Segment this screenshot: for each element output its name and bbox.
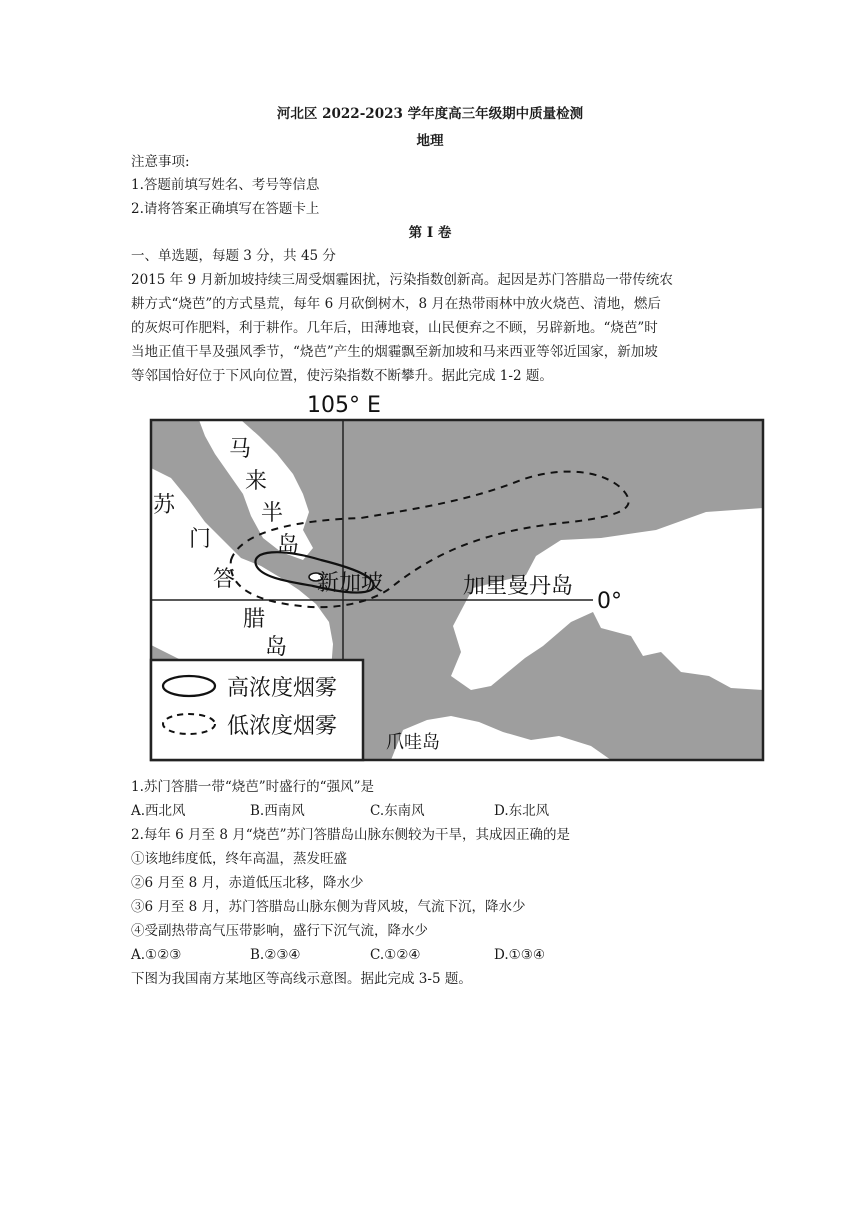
q1-option-a: A.西北风 (131, 803, 186, 819)
q2-option-c: C.①②④ (370, 947, 421, 963)
longitude-label: 105° E (307, 393, 381, 418)
malay-char: 来 (245, 469, 268, 494)
equator-label: 0° (597, 589, 622, 614)
question-2-stem: 2.每年 6 月至 8 月“烧芭”苏门答腊岛山脉东侧较为干旱，其成因正确的是 (131, 827, 571, 843)
notice-item: 2.请将答案正确填写在答题卡上 (131, 201, 320, 217)
q1-option-d: D.东北风 (494, 803, 550, 819)
exam-title: 河北区 2022-2023 学年度高三年级期中质量检测 (276, 106, 584, 122)
q2-statement: ②6 月至 8 月，赤道低压北移，降水少 (131, 875, 364, 891)
q2-statement: ①该地纬度低，终年高温，蒸发旺盛 (131, 851, 347, 867)
q1-option-b: B.西南风 (250, 803, 305, 819)
q1-option-c: C.东南风 (370, 803, 425, 819)
sumatra-char: 苏 (153, 493, 176, 518)
passage-line: 2015 年 9 月新加坡持续三周受烟霾困扰，污染指数创新高。起因是苏门答腊岛一带传统农 (131, 272, 673, 288)
subject-title: 地理 (416, 133, 444, 149)
malay-char: 半 (261, 501, 284, 526)
passage-line: 等邻国恰好位于下风向位置，使污染指数不断攀升。据此完成 1-2 题。 (131, 368, 553, 384)
q2-statement: ③6 月至 8 月，苏门答腊岛山脉东侧为背风坡，气流下沉，降水少 (131, 899, 526, 915)
sumatra-char: 腊 (243, 607, 266, 632)
section-title: 第 I 卷 (408, 225, 452, 241)
sumatra-char: 岛 (265, 635, 288, 660)
passage-line: 耕方式“烧芭”的方式垦荒，每年 6 月砍倒树木，8 月在热带雨林中放火烧芭、清地，燃后 (131, 296, 661, 312)
q2-option-b: B.②③④ (250, 947, 301, 963)
java-label: 爪哇岛 (386, 732, 440, 753)
q2-option-d: D.①③④ (494, 947, 545, 963)
notice-heading: 注意事项: (131, 154, 190, 170)
passage-line: 的灰烬可作肥料，利于耕作。几年后，田薄地衰，山民便弃之不顾，另辟新地。“烧芭”时 (131, 320, 658, 336)
legend-low-label: 低浓度烟雾 (227, 714, 338, 739)
singapore-label: 新加坡 (317, 571, 384, 596)
malay-char: 岛 (277, 533, 300, 558)
smog-map-figure (131, 390, 771, 770)
legend-high-label: 高浓度烟雾 (227, 676, 338, 701)
malay-char: 马 (229, 437, 252, 462)
smog-map (131, 390, 771, 770)
kalimantan-label: 加里曼丹岛 (463, 574, 574, 599)
q2-option-a: A.①②③ (131, 947, 182, 963)
map-legend (151, 660, 363, 760)
sumatra-char: 门 (189, 527, 212, 552)
part-heading: 一、单选题，每题 3 分，共 45 分 (131, 248, 336, 264)
passage-line: 当地正值干旱及强风季节，“烧芭”产生的烟霾飘至新加坡和马来西亚等邻近国家，新加坡 (131, 344, 658, 360)
question-1-stem: 1.苏门答腊一带“烧芭”时盛行的“强风”是 (131, 779, 374, 795)
sumatra-char: 答 (213, 567, 236, 592)
passage-2-intro: 下图为我国南方某地区等高线示意图。据此完成 3-5 题。 (131, 971, 472, 987)
notice-item: 1.答题前填写姓名、考号等信息 (131, 177, 320, 193)
q2-statement: ④受副热带高气压带影响，盛行下沉气流，降水少 (131, 923, 428, 939)
